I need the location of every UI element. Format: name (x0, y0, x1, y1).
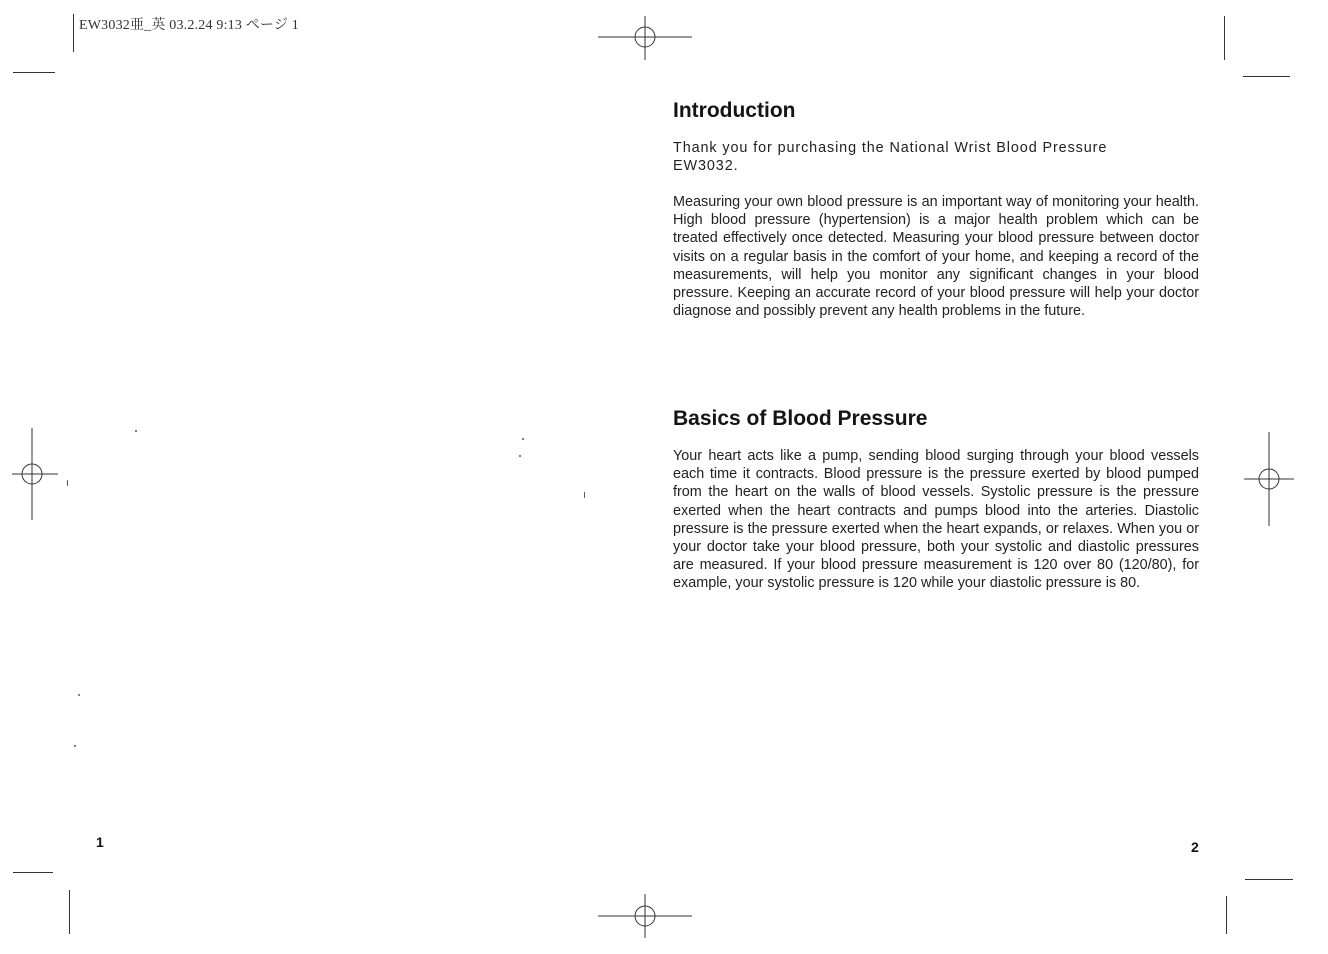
crop-mark-top-left-horizontal (13, 72, 55, 73)
intro-paragraph-1: Thank you for purchasing the National Wrist Blood Pressure EW3032. (673, 140, 1108, 175)
print-slug: EW3032亜_英 03.2.24 9:13 ページ 1 (79, 18, 299, 33)
page-number-left: 1 (96, 834, 104, 850)
scan-speck (67, 480, 68, 486)
scan-speck (74, 745, 76, 747)
scan-speck (519, 455, 521, 457)
crop-mark-bottom-left-vertical (69, 890, 70, 934)
registration-mark-top-icon (598, 16, 692, 60)
crop-mark-bottom-right-vertical (1226, 896, 1227, 934)
crop-mark-bottom-left-horizontal (13, 872, 53, 873)
registration-mark-bottom-icon (598, 894, 692, 938)
scan-speck (522, 438, 524, 440)
scan-speck (584, 492, 585, 498)
heading-basics-of-blood-pressure: Basics of Blood Pressure (673, 407, 928, 430)
intro-paragraph-2: Measuring your own blood pressure is an important way of monitoring your health. High blood pressure (hypertension) is a major health problem which can be treated effectively once detected. Measuring your blood pressure between doctor visits on a regular basis in the comfort of your home, and keeping a record of the measurements, will help you monitor any significant changes in your blood pressure. Keeping an accurate record of your blood pressure will help your doctor diagnose and possibly prevent any health problems in the future. (673, 194, 1199, 320)
crop-mark-top-left-vertical (73, 14, 74, 52)
basics-paragraph-1: Your heart acts like a pump, sending blood surging through your blood vessels each time it contracts. Blood pressure is the pressure exerted by blood pumped from the heart on the walls of blood vessels. Systolic pressure is the pressure exerted when the heart contracts and pumps blood into the arteries. Diastolic pressure is the pressure exerted when the heart expands, or relaxes. When you or your doctor take your blood pressure, both your systolic and diastolic pressures are measured. If your blood pressure measurement is 120 over 80 (120/80), for example, your systolic pressure is 120 while your diastolic pressure is 80. (673, 448, 1199, 592)
crop-mark-top-right-horizontal (1243, 76, 1290, 77)
crop-mark-top-right-vertical (1224, 16, 1225, 60)
registration-mark-left-icon (12, 428, 58, 520)
crop-mark-bottom-right-horizontal (1245, 879, 1293, 880)
heading-introduction: Introduction (673, 99, 796, 122)
scan-speck (135, 430, 137, 432)
page-number-right: 2 (1191, 839, 1199, 855)
registration-mark-right-icon (1244, 432, 1294, 526)
scan-speck (78, 694, 80, 696)
